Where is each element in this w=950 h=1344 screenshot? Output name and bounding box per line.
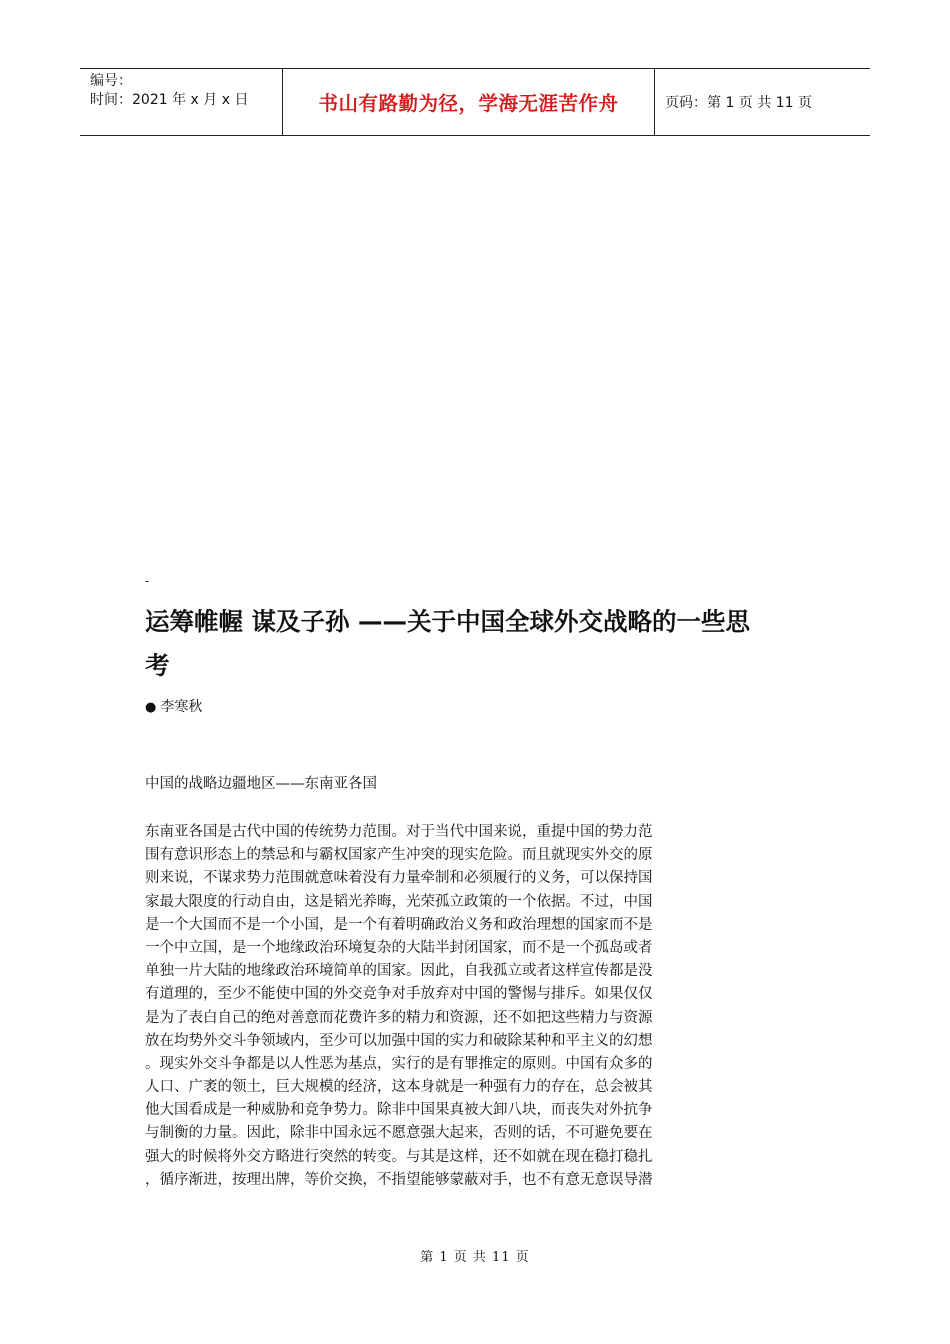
body-line: 东南亚各国是古代中国的传统势力范围。对于当代中国来说，重提中国的势力范 [145, 824, 653, 840]
motto-text: 书山有路勤为径，学海无涯苦作舟 [318, 92, 619, 115]
body-paragraph [145, 821, 745, 1192]
body-line: 强大的时候将外交方略进行突然的转变。与其是这样，还不如就在现在稳打稳扎 [145, 1148, 653, 1165]
author-byline [145, 696, 202, 716]
article-title [145, 600, 835, 688]
body-line: 单独一片大陆的地缘政治环境简单的国家。因此，自我孤立或者这样宣传都是没 [145, 963, 653, 980]
body-line: 是一个大国而不是一个小国，是一个有着明确政治义务和政治理想的国家而不是 [145, 916, 653, 933]
body-line: 。现实外交斗争都是以人性恶为基点，实行的是有罪推定的原则。中国有众多的 [145, 1055, 653, 1072]
body-line: 与制衡的力量。因此，除非中国永远不愿意强大起来，否则的话，不可避免要在 [145, 1125, 653, 1142]
page-footer: 第 1 页 共 11 页 [420, 1250, 530, 1265]
author-name: 李寒秋 [160, 699, 203, 715]
body-line: 一个中立国，是一个地缘政治环境复杂的大陆半封闭国家，而不是一个孤岛或者 [145, 939, 653, 956]
body-line: ，循序渐进，按理出牌，等价交换，不指望能够蒙蔽对手，也不有意无意误导潜 [145, 1171, 653, 1188]
body-line: 人口、广袤的领土，巨大规模的经济，这本身就是一种强有力的存在，总会被其 [145, 1079, 653, 1096]
serial-number-label: 编号： [90, 73, 132, 89]
body-line: 围有意识形态上的禁忌和与霸权国家产生冲突的现实危险。而且就现实外交的原 [145, 847, 653, 864]
body-line: 则来说，不谋求势力范围就意味着没有力量牵制和必须履行的义务，可以保持国 [145, 870, 653, 887]
header-page-cell [655, 69, 870, 135]
document-header [80, 68, 870, 136]
time-label: 时间：2021 年 x 月 x 日 [90, 92, 249, 108]
section-heading: 中国的战略边疆地区——东南亚各国 [145, 776, 377, 792]
body-line: 是为了表白自己的绝对善意而花费许多的精力和资源，还不如把这些精力与资源 [145, 1009, 653, 1026]
page-info: 页码：第 1 页 共 11 页 [665, 95, 812, 111]
title-line-1: 运筹帷幄 谋及子孙 ——关于中国全球外交战略的一些思 [145, 607, 751, 636]
title-line-2: 考 [145, 651, 170, 680]
body-line: 放在均势外交斗争领域内，至少可以加强中国的实力和破除某种和平主义的幻想 [145, 1032, 653, 1049]
header-motto-cell [282, 69, 655, 135]
body-line: 他大国看成是一种威胁和竞争势力。除非中国果真被大卸八块，而丧失对外抗争 [145, 1102, 653, 1119]
body-line: 家最大限度的行动自由，这是韬光养晦，光荣孤立政策的一个依据。不过，中国 [145, 893, 653, 910]
separator-dash: - [145, 574, 150, 588]
bullet-icon: ● [145, 700, 157, 715]
body-line: 有道理的，至少不能使中国的外交竞争对手放弃对中国的警惕与排斥。如果仅仅 [145, 986, 653, 1003]
header-meta-cell [80, 69, 282, 135]
